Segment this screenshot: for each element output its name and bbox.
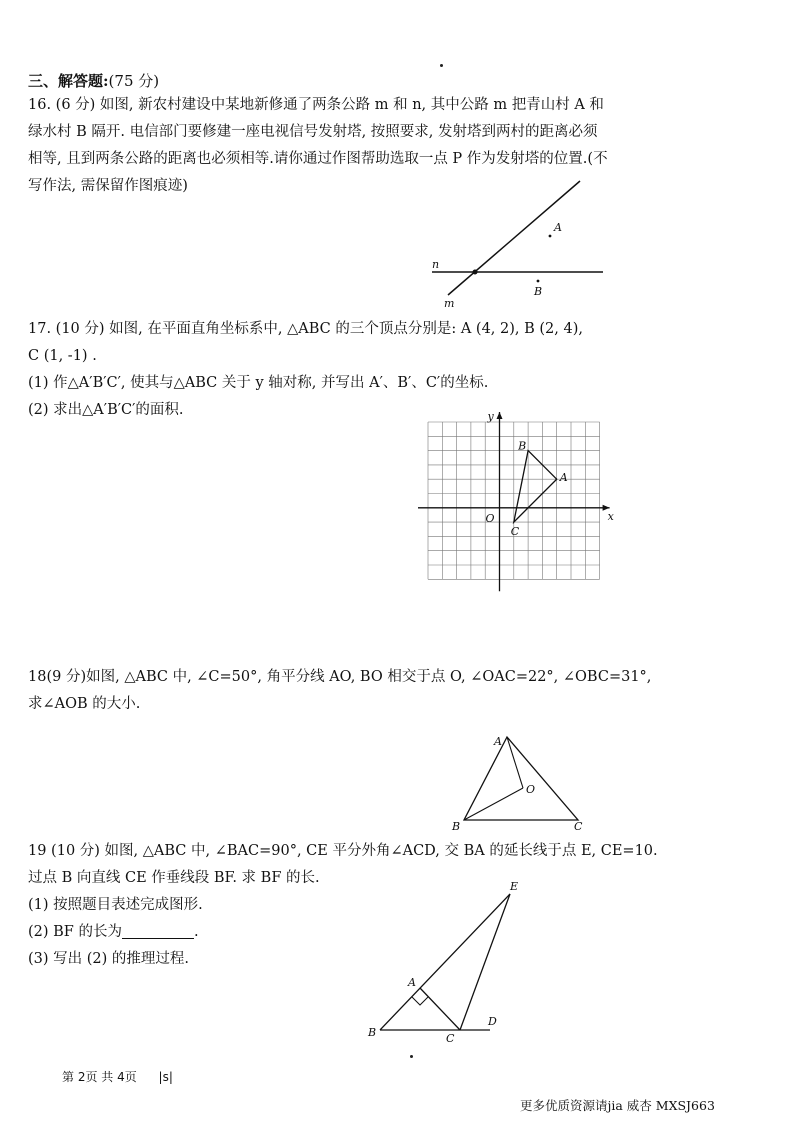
label-o: O [526,783,536,796]
label-n: n [432,258,440,271]
label-a: A [408,976,416,989]
triangle-abc [464,737,578,820]
question-19-line: 过点 B 向直线 CE 作垂线段 BF. 求 BF 的长. [28,870,320,886]
question-19 [28,838,678,973]
segment-ac [420,988,460,1030]
page-number: 第 2页 共 4页 [62,1070,137,1084]
label-y: y [487,410,494,423]
question-17-line: C (1, -1) . [28,348,97,364]
question-18-line: 求∠AOB 的大小. [28,696,141,712]
footer-mark: |s| [158,1070,173,1084]
label-b: B [368,1026,377,1039]
question-16-line: 绿水村 B 隔开. 电信部门要修建一座电视信号发射塔, 按照要求, 发射塔到两村的距离必须 [28,124,598,140]
figure-external-bisector [364,876,544,1056]
scan-speck [410,1055,413,1058]
label-e: E [510,880,519,893]
ray-be [380,894,510,1030]
footer-page [62,1068,173,1085]
question-17 [28,316,678,424]
label-c: C [446,1032,455,1045]
answer-blank[interactable] [122,922,194,939]
question-17-line: 17. (10 分) 如图, 在平面直角坐标系中, △ABC 的三个顶点分别是: A (4, 2), B (2, 4), [28,321,583,337]
section-points: (75 分) [108,72,160,90]
scan-speck [440,64,443,67]
coordinate-grid-figure [412,410,632,642]
label-d: D [488,1015,497,1028]
question-19-part-3: (3) 写出 (2) 的推理过程. [28,951,190,967]
question-18-line: 18(9 分)如图, △ABC 中, ∠C=50°, 角平分线 AO, BO 相交于点 O, ∠OAC=22°, ∠OBC=31°, [28,669,652,685]
right-angle-mark [412,997,428,1005]
question-19-part-1: (1) 按照题目表述完成图形. [28,897,203,913]
label-c: C [510,525,520,539]
label-b: B [518,439,527,453]
question-17-line: (2) 求出△A′B′C′的面积. [28,402,184,418]
label-a: A [559,471,568,485]
triangle-abc [514,451,557,522]
label-o: O [485,511,495,525]
figure-triangle-bisectors [450,733,590,833]
section-title [28,70,159,91]
label-x: x [607,509,614,523]
label-a: A [554,221,562,234]
label-b: B [452,820,461,833]
part-2-text: (2) BF 的长为 [28,924,122,940]
part-2-tail: . [193,924,199,940]
segment-ce [460,894,510,1030]
village-a-point [549,235,552,238]
question-16-line: 相等, 且到两条公路的距离也必须相等.请你通过作图帮助选取一点 P 作为发射塔的位置.(不 [28,151,608,167]
section-title-text: 三、解答题: [28,72,109,90]
question-16-line: 16. (6 分) 如图, 新农村建设中某地新修通了两条公路 m 和 n, 其中公路 m 把青山村 A 和 [28,97,604,113]
question-19-line: 19 (10 分) 如图, △ABC 中, ∠BAC=90°, CE 平分外角∠ACD, 交 BA 的延长线于点 E, CE=10. [28,843,658,859]
label-m: m [444,297,455,310]
segment-ao [507,737,523,788]
question-18 [28,664,678,718]
village-b-point [537,280,540,283]
figure-roads [420,175,620,315]
label-a: A [494,735,502,748]
intersection-point [473,270,478,275]
label-c: C [574,820,583,833]
question-17-line: (1) 作△A′B′C′, 使其与△ABC 关于 y 轴对称, 并写出 A′、B′、C′的坐标. [28,375,489,391]
question-19-part-2 [28,919,678,946]
footer-promo: 更多优质资源请jia 威杏 MXSJ663 [520,1098,715,1113]
road-m [448,181,580,295]
label-b: B [534,285,543,298]
y-axis-arrow [497,412,503,419]
question-16-line: 写作法, 需保留作图痕迹) [28,178,188,194]
